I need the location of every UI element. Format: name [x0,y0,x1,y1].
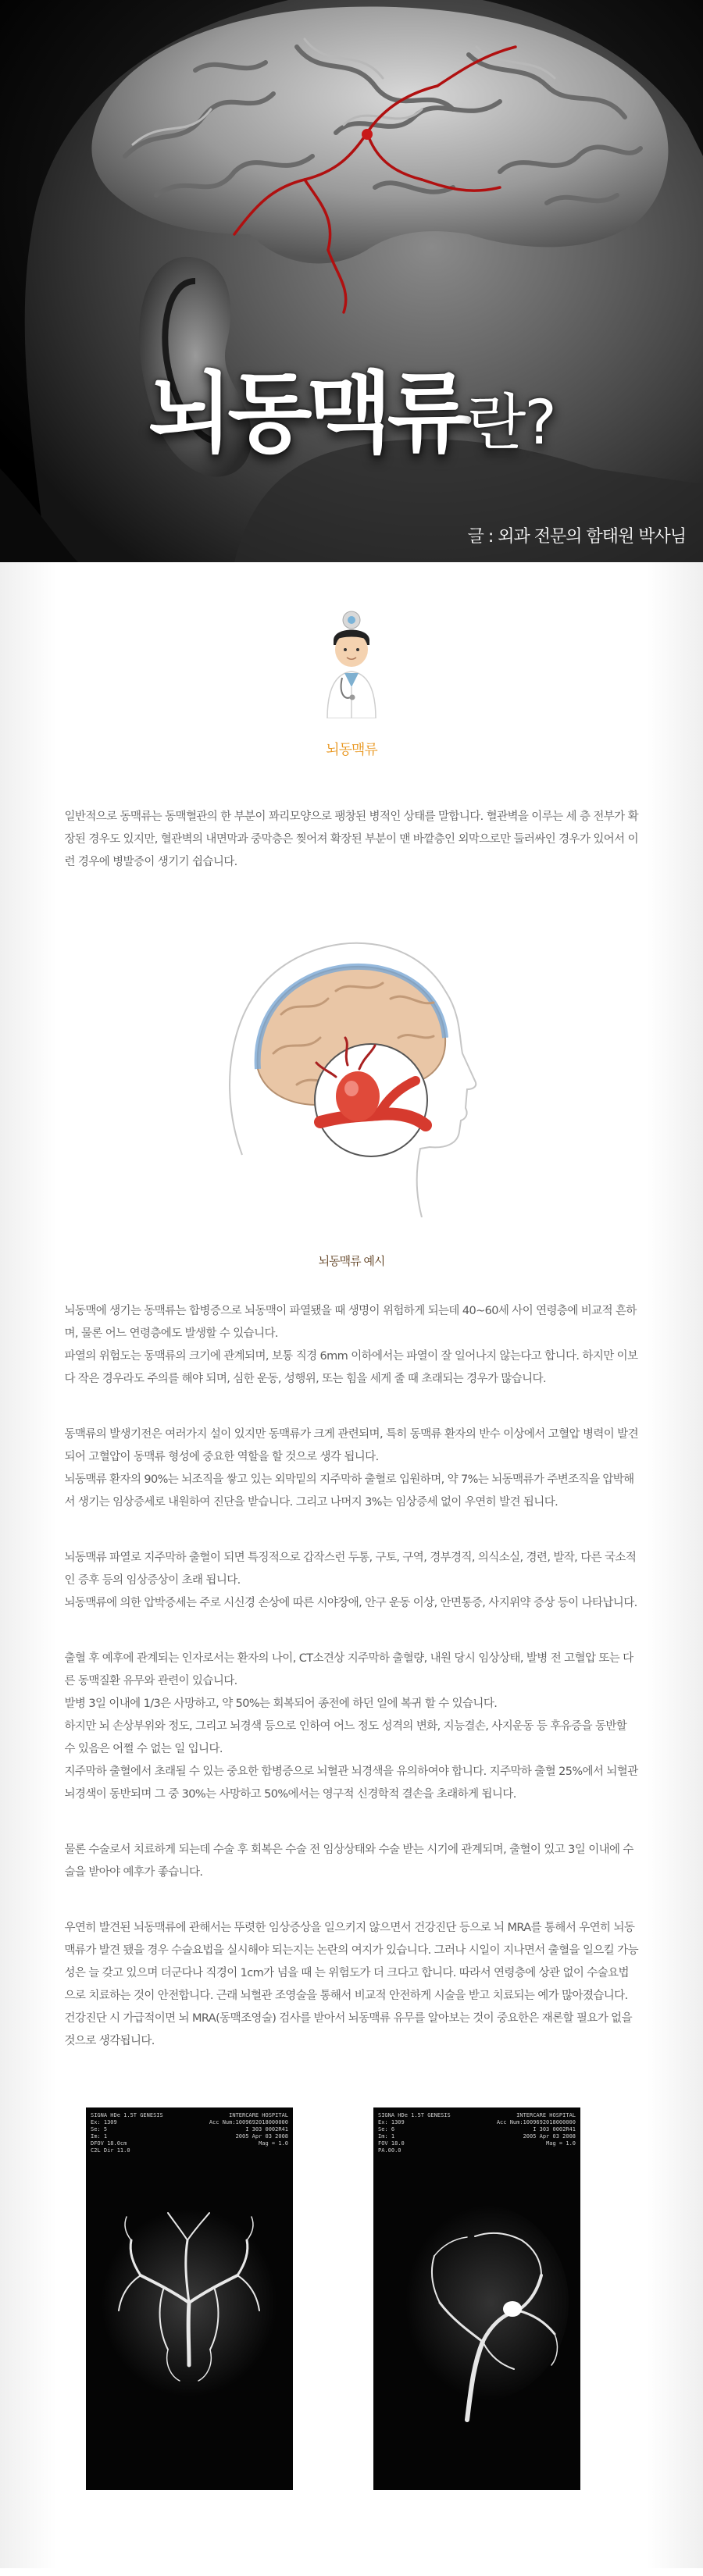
mra-scan-axial [86,2107,293,2490]
hero-title-main: 뇌동맥류 [148,363,468,465]
brain-head-illustration [0,0,703,562]
hero-banner [0,0,703,562]
scan-header-left: SIGNA HDe 1.5T GENESIS Ex: 1309 Se: 6 Im: 1 FOV 18.0 PA.00.0 [378,2112,451,2154]
aneurysm-figure [0,921,703,1217]
paragraph: 뇌동맥류 환자의 90%는 뇌조직을 쌓고 있는 외막밑의 지주막하 출혈로 입원하며, 약 7%는 뇌동맥류가 주변조직을 압박해서 생기는 임상증세로 내원하여 진단을 받습니다. 그리고 나머지 3%는 임상증세 없이 우연히 발견 됩니다. [64,1473,634,1509]
paragraph: 뇌동맥류 파열로 지주막하 출혈이 되면 특징적으로 갑작스런 두통, 구토, 구역, 경부경직, 의식소실, 경련, 발작, 다른 국소적인 증후 등의 임상증상이 초래 됩니다. [64,1552,637,1587]
text-block-6 [65,1917,639,2053]
doctor-icon-wrap [0,609,703,718]
paragraph: 파열의 위험도는 동맥류의 크기에 관계되며, 보통 직경 6mm 이하에서는 파열이 잘 일어나지 않는다고 합니다. 하지만 이보다 작은 경우라도 주의를 해야 되며, 심한 운동, 성행위, 또는 힘을 세게 줄 때 초래되는 경우가 많습니다. [64,1350,638,1385]
mra-scan-lateral [373,2107,580,2490]
scan-header-left: SIGNA HDe 1.5T GENESIS Ex: 1309 Se: 5 Im: 1 DFOV 18.0cm C2L Dir 11.0 [91,2112,163,2154]
text-block-5 [65,1839,639,1884]
paragraph: 동맥류의 발생기전은 여러가지 설이 있지만 동맥류가 크게 관련되며, 특히 동맥류 환자의 반수 이상에서 고혈압 병력이 발견되어 고혈압이 동맥류 형성에 중요한 역할을 할 것으로 생각 됩니다. [64,1428,638,1463]
scan-header-right: INTERCARE HOSPITAL Acc Num:1009692018000000 I 303 0002R41 2005 Apr 03 2008 Mag = 1.0 [496,2112,576,2147]
text-block-1 [65,1300,639,1391]
author-credit: 글 : 외과 전문의 함태원 박사님 [467,527,686,547]
paragraph: 출혈 후 예후에 관계되는 인자로서는 환자의 나이, CT소견상 지주막하 출혈량, 내원 당시 임상상태, 발병 전 고혈압 또는 다른 동맥질환 유무와 관련이 있습니다. [64,1652,633,1687]
aneurysm-illustration [211,921,492,1217]
text-block-3 [65,1547,639,1615]
section-title: 뇌동맥류 [326,742,377,758]
mra-vessels-axial [86,2107,293,2490]
doctor-icon [316,609,387,718]
paragraph: 발병 3일 이내에 1/3은 사망하고, 약 50%는 회복되어 종전에 하던 일에 복귀 할 수 있습니다. [64,1698,498,1710]
figure-caption: 뇌동맥류 예시 [318,1254,385,1268]
mra-vessels-lateral [373,2107,580,2490]
paragraph: 뇌동맥류에 의한 압박증세는 주로 시신경 손상에 따른 시야장애, 안구 운동 이상, 안면통증, 사지위약 증상 등이 나타납니다. [64,1597,637,1609]
text-block-4 [65,1648,639,1806]
article-body [0,562,703,2568]
paragraph: 지주막하 출혈에서 초래될 수 있는 중요한 합병증으로 뇌혈관 뇌경색을 유의하여야 합니다. 지주막하 출혈 25%에서 뇌혈관 뇌경색이 동반되며 그 중 30%는 사망하고 50%에서는 영구적 신경학적 결손을 초래하게 됩니다. [64,1765,638,1801]
scan-header-right: INTERCARE HOSPITAL Acc Num:1009692018000000 I 303 0002R41 2005 Apr 03 2008 Mag = 1.0 [209,2112,288,2147]
paragraph: 하지만 뇌 손상부위와 정도, 그리고 뇌경색 등으로 인하여 어느 정도 성격의 변화, 지능결손, 사지운동 등 후유증을 동반할 수 있음은 어쩔 수 없는 일 입니다. [64,1720,627,1755]
text-block-2 [65,1423,639,1514]
intro-paragraph: 일반적으로 동맥류는 동맥혈관의 한 부분이 꽈리모양으로 팽창된 병적인 상태를 말합니다. 혈관벽을 이루는 세 층 전부가 확장된 경우도 있지만, 혈관벽의 내면막과 중막층은 찢어져 확장된 부분이 맨 바깥층인 외막으로만 둘러싸인 경우가 있어서 이런 경우에 병발증이 생기기 쉽습니다. [64,811,638,868]
hero-title-suffix: 란? [467,388,555,458]
hero-title [0,344,703,469]
mra-scan-images [0,2107,703,2490]
paragraph: 물론 수술로서 치료하게 되는데 수술 후 회복은 수술 전 임상상태와 수술 받는 시기에 관계되며, 출혈이 있고 3일 이내에 수술을 받아야 예후가 좋습니다. [64,1844,633,1879]
paragraph: 뇌동맥에 생기는 동맥류는 합병증으로 뇌동맥이 파열됐을 때 생명이 위험하게 되는데 40~60세 사이 연령층에 비교적 흔하며, 물론 어느 연령층에도 발생할 수 있습니다. [64,1305,637,1340]
paragraph: 우연히 발견된 뇌동맥류에 관해서는 뚜렷한 임상증상을 일으키지 않으면서 건강진단 등으로 뇌 MRA를 통해서 우연히 뇌동맥류가 발견 됐을 경우 수술요법을 실시해야 되는지는 논란의 여지가 있습니다. 그러나 시일이 지나면서 출혈을 일으킬 가능성은 늘 갖고 있으며 더군다나 직경이 1cm가 넘을 때 는 위험도가 더 크다고 합니다. 따라서 연령층에 상관 없이 수술요법으로 치료하는 것이 안전합니다. 근래 뇌혈관 조영술을 통해서 비교적 안전하게 시술을 받고 치료되는 예가 많아졌습니다. 건강진단 시 가급적이면 뇌 MRA(동맥조영술) 검사를 받아서 뇌동맥류 유무를 알아보는 것이 중요한은 재론할 필요가 없을 것으로 생각됩니다. [64,1922,638,2047]
